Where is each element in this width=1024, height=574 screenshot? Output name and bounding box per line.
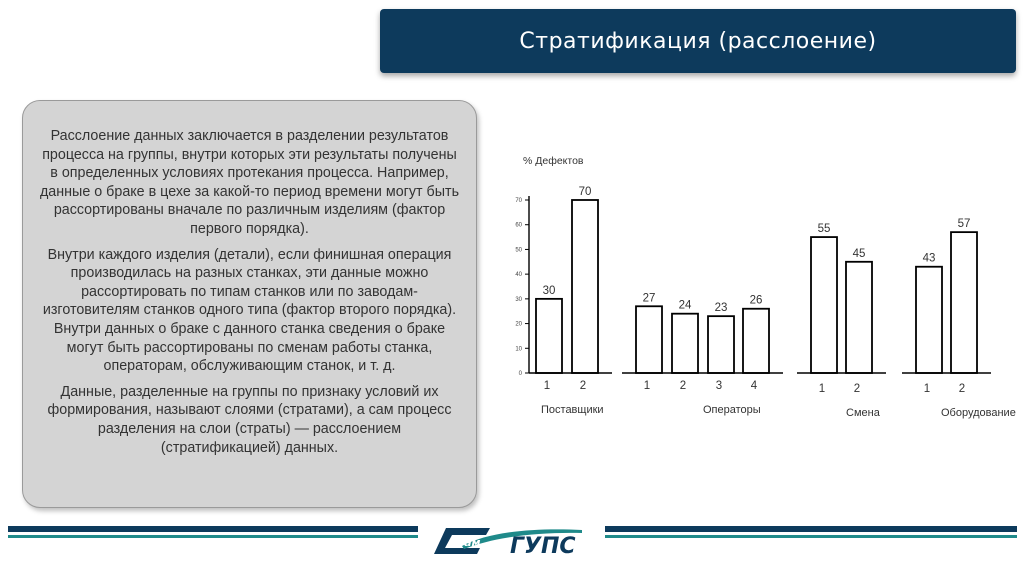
footer-stripe-right [605, 526, 1017, 532]
group-label: Операторы [703, 404, 761, 416]
category-label: 4 [750, 380, 758, 392]
bar [811, 237, 837, 373]
bar-value-label: 24 [678, 299, 692, 312]
bar-value-label: 70 [578, 186, 592, 198]
category-label: 1 [923, 383, 931, 395]
category-label: 1 [543, 380, 551, 392]
group-label: Поставщики [541, 404, 604, 416]
category-label: 1 [818, 383, 826, 395]
category-label: 2 [579, 380, 587, 392]
footer-stripe-left-thin [8, 535, 418, 538]
bar-value-label: 26 [749, 294, 763, 307]
category-label: 3 [715, 380, 723, 392]
bar [672, 314, 698, 373]
logo [432, 524, 592, 558]
bar-value-label: 57 [957, 218, 971, 231]
y-tick-label: 0 [518, 371, 522, 377]
bar-value-label: 23 [714, 302, 728, 315]
text-box [22, 100, 477, 508]
bar [846, 262, 872, 373]
logo-text-right: ГУПС [510, 534, 576, 559]
bar-value-label: 27 [642, 292, 656, 305]
paragraph-3: Данные, разделенные на группы по признаку условий их формирования, называют слоями (стратами), а сам процесс разделения на слои (страты) — расслоением (стратификацией) данных. [47, 383, 452, 456]
y-tick-label: 20 [515, 321, 522, 328]
page-title: Стратификация (расслоение) [519, 28, 877, 54]
footer [0, 524, 1024, 574]
bar [536, 299, 562, 373]
bar-value-label: 30 [542, 284, 556, 297]
y-tick-label: 30 [515, 296, 522, 303]
bar [916, 267, 942, 373]
category-label: 2 [853, 383, 861, 395]
category-label: 1 [643, 380, 651, 392]
y-tick-label: 60 [515, 222, 522, 229]
paragraph-2: Внутри каждого изделия (детали), если финишная операция производилась на разных станках, эти данные можно рассортировать по типам станков или по заводам-изготовителям станков одного типа (фактор второго порядка). Внутри данных о браке с данного станка сведения о браке могут быть рассортированы по сменам работы станка, операторам, обслуживающим станок, и т. д. [42, 246, 457, 375]
logo-text-left: Сам [456, 536, 481, 549]
category-label: 2 [679, 380, 687, 392]
bar-value-label: 45 [852, 247, 866, 260]
paragraph-1: Расслоение данных заключается в разделении результатов процесса на группы, внутри которых эти результаты получены в определенных условиях протекания процесса. Например, данные о браке в цехе за какой-то период времени могут быть рассортированы вначале по различным изделиям (фактор первого порядка). [39, 128, 460, 237]
category-label: 2 [958, 383, 966, 395]
chart [500, 145, 1016, 430]
bar [636, 306, 662, 373]
bar-value-label: 55 [817, 223, 831, 236]
y-tick-label: 10 [515, 346, 522, 353]
y-tick-label: 40 [515, 272, 522, 279]
footer-stripe-right-thin [605, 535, 1017, 538]
y-axis-label: % Дефектов [523, 155, 584, 167]
title-bar [380, 9, 1016, 73]
footer-stripe-left [8, 526, 418, 532]
group-label: Оборудование [941, 407, 1016, 419]
group-label: Смена [846, 407, 880, 419]
chart-svg [500, 145, 1016, 430]
bar [743, 309, 769, 373]
bar [572, 200, 598, 373]
bar [708, 316, 734, 373]
y-tick-label: 70 [515, 198, 522, 204]
y-tick-label: 50 [515, 247, 522, 254]
bar-value-label: 43 [922, 252, 936, 265]
bar [951, 232, 977, 373]
